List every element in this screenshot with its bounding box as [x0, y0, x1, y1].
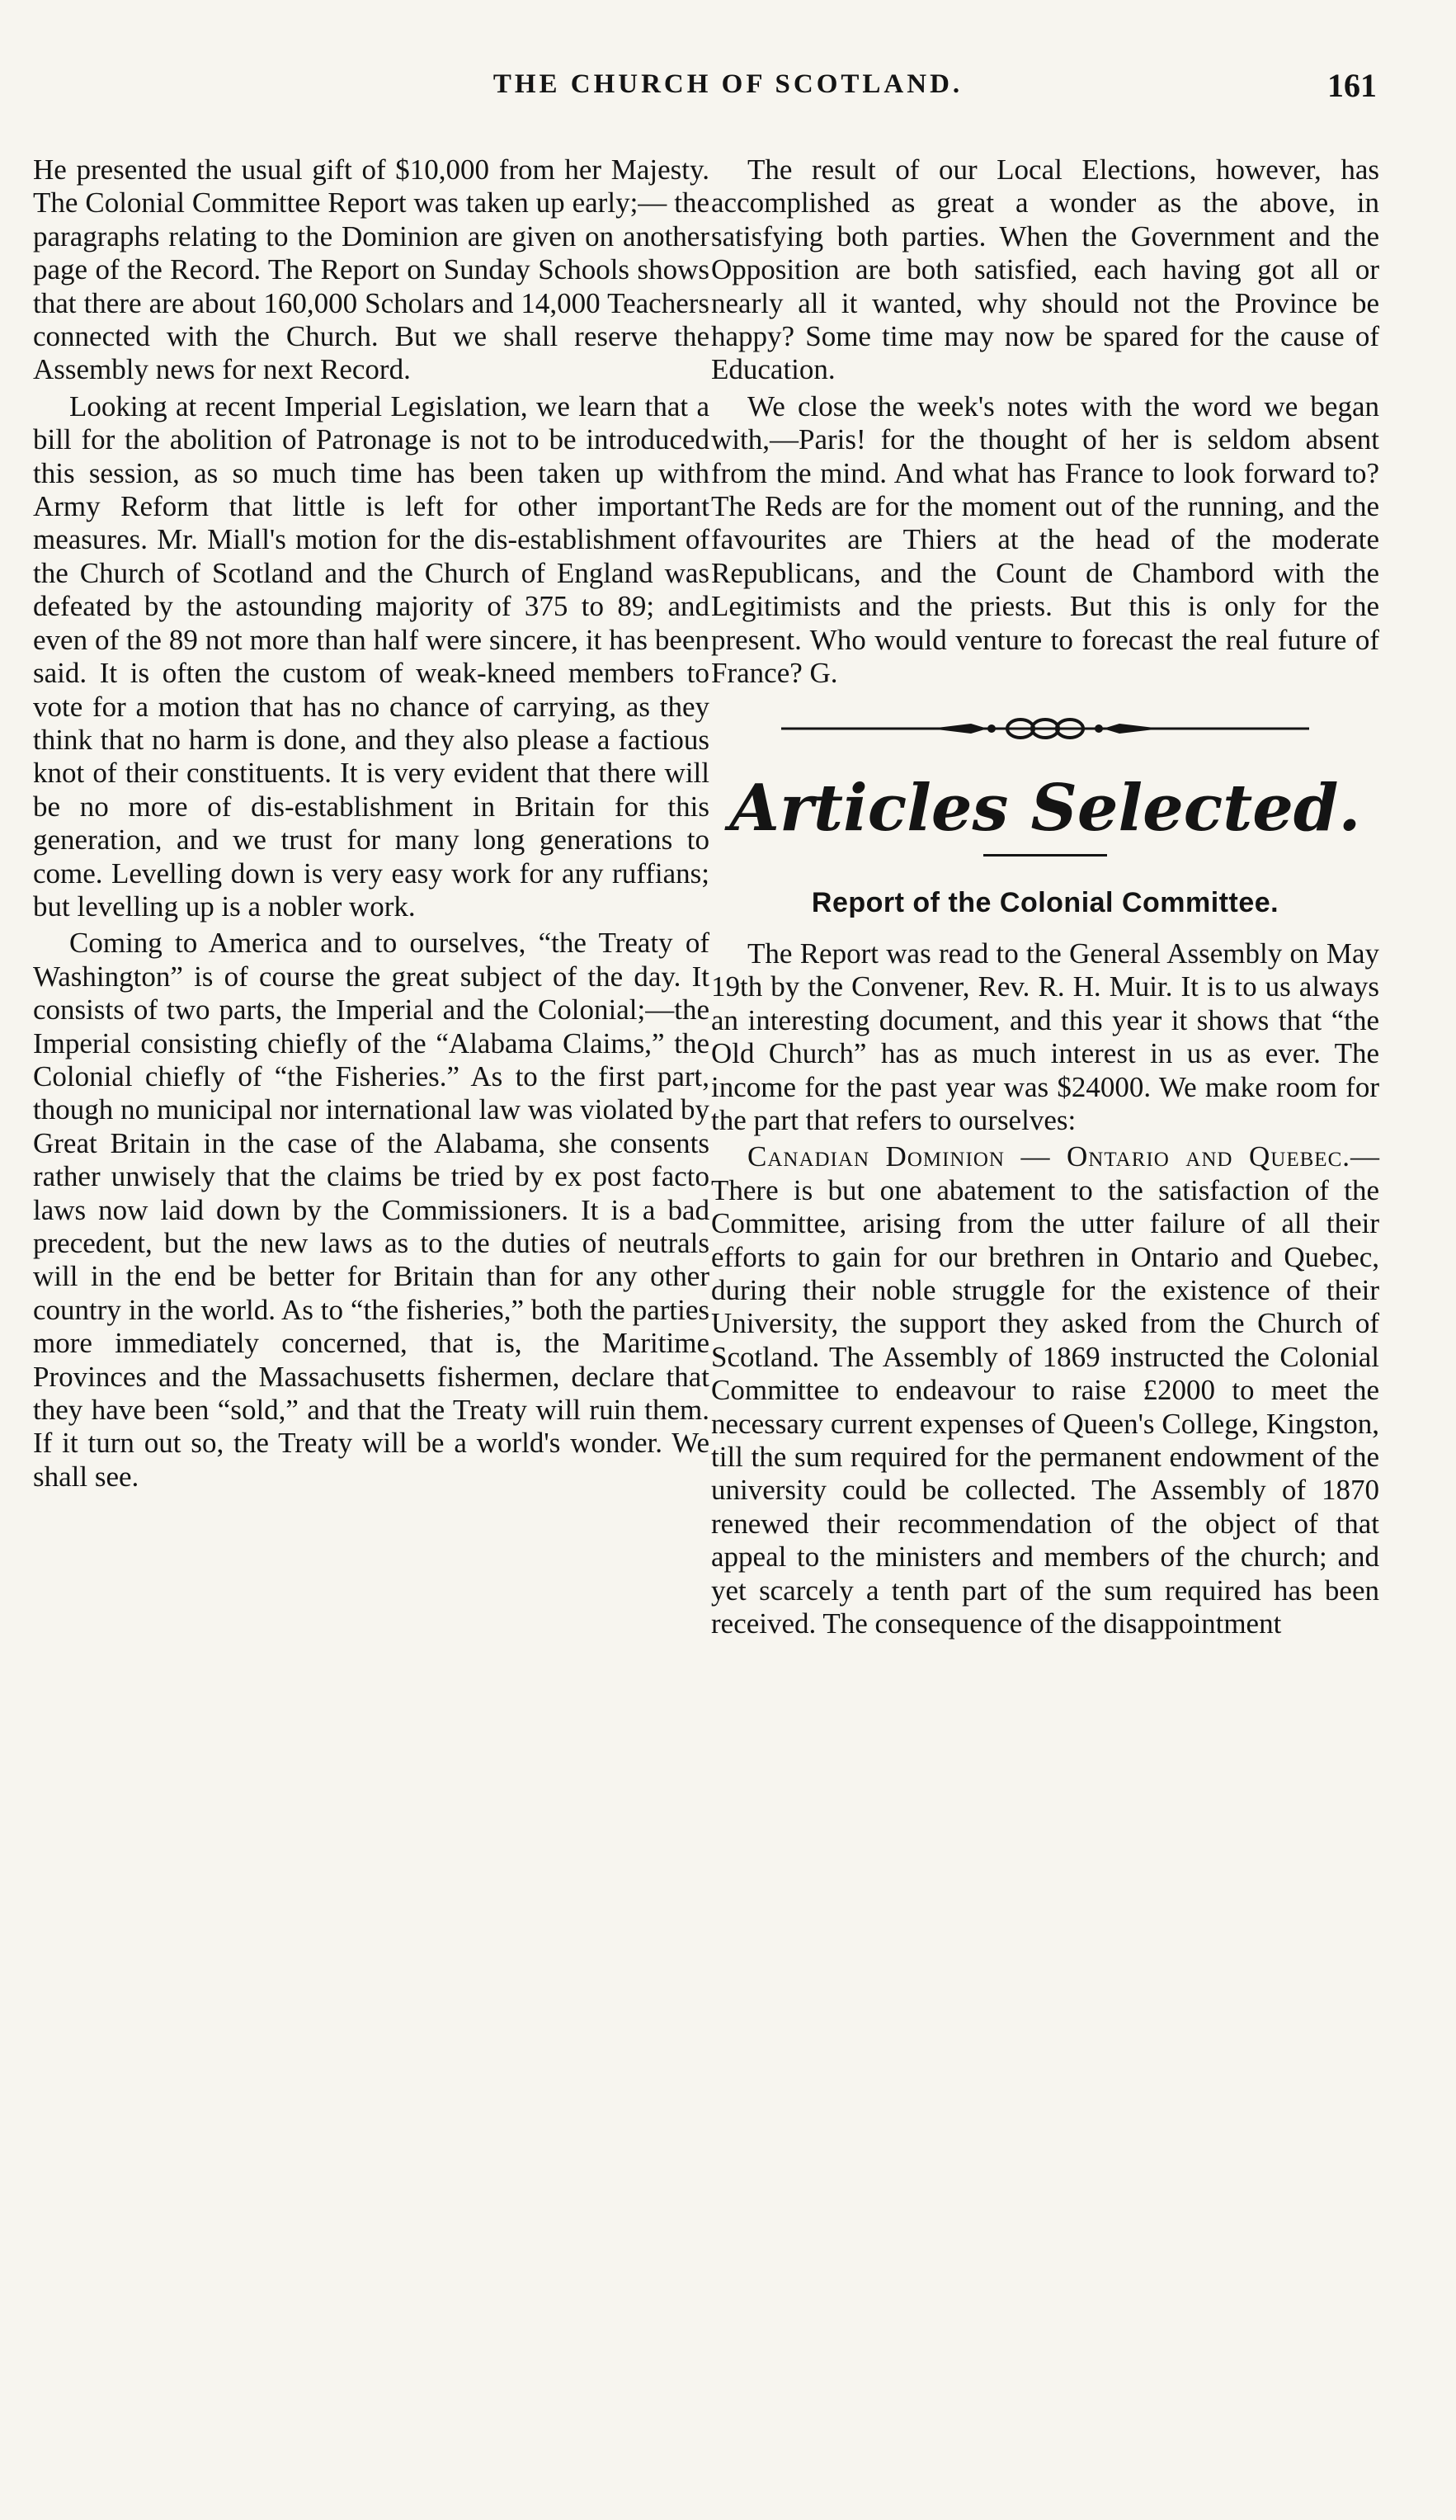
left-paragraph-3: Coming to America and to ourselves, “the Treaty of Washington” is of course the great subject of the day. It consists of two parts, the Imperial and the Colonial;—the Imperial consisting chiefly of the “Alabama Claims,” the Colonial chiefly of “the Fisheries.” As to the first part, though no municipal nor international law was violated by Great Britain in the case of the Alabama, she consents rather unwisely that the claims be tried by ex post facto laws now laid down by the Commissioners. It is a bad precedent, but the new laws as to the duties of neutrals will in the end be better for Britain than for any other country in the world. As to “the fisheries,” both the parties more immediately concerned, that is, the Maritime Provinces and the Massachusetts fishermen, declare that they have been “sold,” and that the Treaty will ruin them. If it turn out so, the Treaty will be a world's wonder. We shall see. [33, 927, 709, 1493]
article-heading: Report of the Colonial Committee. [811, 886, 1279, 918]
page-header [0, 69, 1456, 119]
right-paragraph-3: The Report was read to the General Assembly on May 19th by the Convener, Rev. R. H. Muir. It is to us always an interesting document, and this year it shows that “the Old Church” has as much interest in us as ever. The income for the past year was $24000. We make room for the part that refers to ourselves: [711, 937, 1379, 1136]
ornament-divider [781, 712, 1309, 745]
title-rule [983, 854, 1107, 857]
page-number: 161 [1327, 67, 1377, 104]
running-head: THE CHURCH OF SCOTLAND. [492, 69, 964, 99]
right-paragraph-1: The result of our Local Elections, however, has accomplished as great a wonder as the above, in satisfying both parties. When the Government and the Opposition are both satisfied, each having got all or nearly all it wanted, why should not the Province be happy? Some time may now be spared for the cause of Education. [711, 153, 1379, 386]
section-title: Articles Selected. [729, 770, 1361, 846]
left-paragraph-1: He presented the usual gift of $10,000 from her Majesty. The Colonial Committee Report was taken up early;— the paragraphs relating to the Dominion are given on another page of the Record. The Report on Sunday Schools shows that there are about 160,000 Scholars and 14,000 Teachers connected with the Church. But we shall reserve the Assembly news for next Record. [33, 153, 709, 386]
paragraph-body: —There is but one abatement to the satisfaction of the Committee, arising from the utter failure of all their efforts to gain for our brethren in Ontario and Quebec, during their noble struggle for the existence of their University, the support they asked from the Church of Scotland. The Assembly of 1869 instructed the Colonial Committee to endeavour to raise £2000 to meet the necessary current expenses of Queen's College, Kingston, till the sum required for the permanent endowment of the university could be collected. The Assembly of 1870 renewed their recommendation of the object of that appeal to the ministers and members of the church; and yet scarcely a tenth part of the sum required has been received. The consequence of the disappointment [711, 1140, 1379, 1640]
right-column [711, 153, 1379, 1640]
left-paragraph-2: Looking at recent Imperial Legislation, we learn that a bill for the abolition of Patronage is not to be introduced this session, as so much time has been taken up with Army Reform that little is left for other important measures. Mr. Miall's motion for the dis-establishment of the Church of Scotland and the Church of England was defeated by the astounding majority of 375 to 89; and even of the 89 not more than half were sincere, it has been said. It is often the custom of weak-kneed members to vote for a motion that has no chance of carrying, as they think that no harm is done, and they also please a factious knot of their constituents. It is very evident that there will be no more of dis-establishment in Britain for this generation, and we trust for many long generations to come. Levelling down is very easy work for any ruffians; but levelling up is a nobler work. [33, 389, 709, 923]
left-column [33, 153, 709, 1494]
right-paragraph-4 [711, 1140, 1379, 1640]
right-paragraph-2: We close the week's notes with the word we began with,—Paris! for the thought of her is seldom absent from the mind. And what has France to look forward to? The Reds are for the moment out of the running, and the favourites are Thiers at the head of the moderate Republicans, and the Count de Chambord with the Legitimists and the priests. But this is only for the present. Who would venture to forecast the real future of France? G. [711, 389, 1379, 690]
paragraph-lead: Canadian Dominion — Ontario and Quebec. [747, 1140, 1350, 1173]
